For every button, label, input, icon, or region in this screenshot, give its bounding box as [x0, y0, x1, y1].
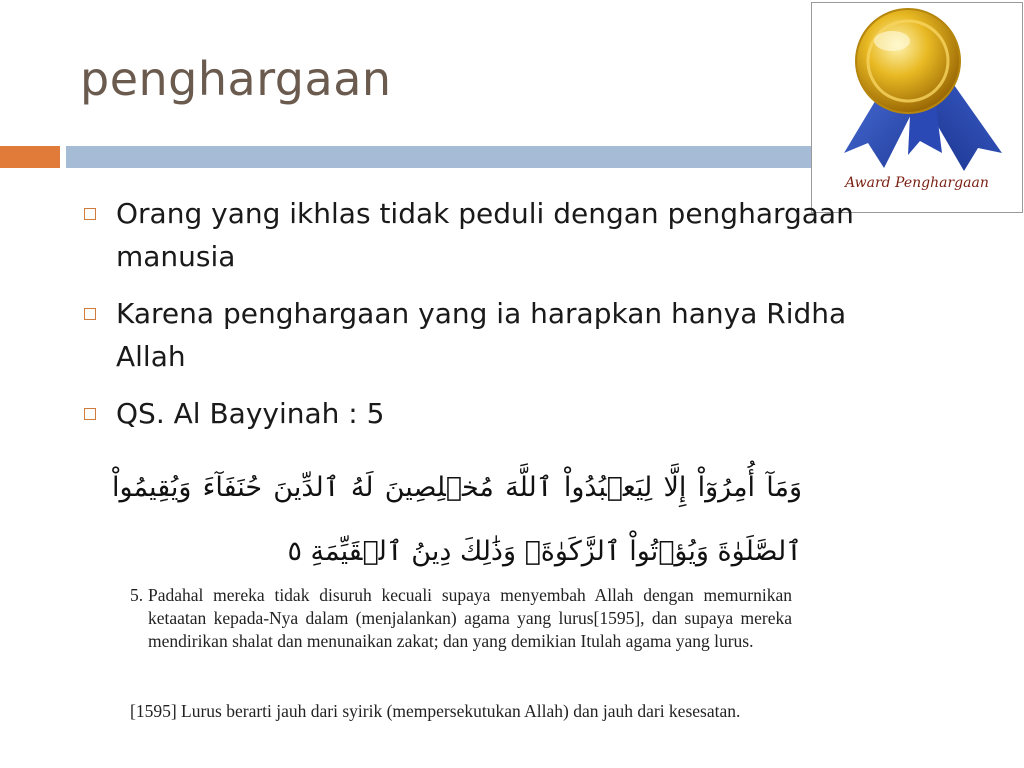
verse-translation — [130, 584, 792, 653]
bullet-item — [82, 292, 902, 378]
accent-bar-blue — [66, 146, 826, 168]
bullet-item — [82, 192, 902, 278]
bullet-square-icon — [84, 408, 96, 420]
bullet-list — [82, 192, 902, 449]
slide-title: penghargaan — [80, 52, 392, 106]
bullet-item — [82, 392, 902, 435]
bullet-square-icon — [84, 208, 96, 220]
bullet-square-icon — [84, 308, 96, 320]
accent-bar-orange — [0, 146, 60, 168]
verse-number: 5. — [130, 585, 144, 605]
translation-text: Padahal mereka tidak disuruh kecuali supaya menyembah Allah dengan memurnikan ketaatan kepada-Nya dalam (menjalankan) agama yang lurus[1595], dan supaya mereka mendirikan shalat dan menunaikan zakat; dan yang demikian Itulah agama yang lurus. — [148, 585, 792, 651]
arabic-verse: وَمَآ أُمِرُوٓاْ إِلَّا لِيَعۡبُدُواْ ٱللَّهَ مُخۡلِصِينَ لَهُ ٱلدِّينَ حُنَفَآءَ وَيُقِيمُواْ ٱلصَّلَوٰةَ وَيُؤۡتُواْ ٱلزَّكَوٰةَۚ وَذَٰلِكَ دِينُ ٱلۡقَيِّمَةِ ٥ — [112, 472, 802, 567]
bullet-text: Orang yang ikhlas tidak peduli dengan penghargaan manusia — [116, 197, 854, 273]
award-caption: Award Penghargaan — [845, 175, 989, 191]
footnote: [1595] Lurus berarti jauh dari syirik (mempersekutukan Allah) dan jauh dari kesesatan. — [130, 701, 741, 721]
bullet-text: QS. Al Bayyinah : 5 — [116, 397, 385, 430]
award-image — [811, 2, 1023, 213]
bullet-text: Karena penghargaan yang ia harapkan hanya Ridha Allah — [116, 297, 847, 373]
